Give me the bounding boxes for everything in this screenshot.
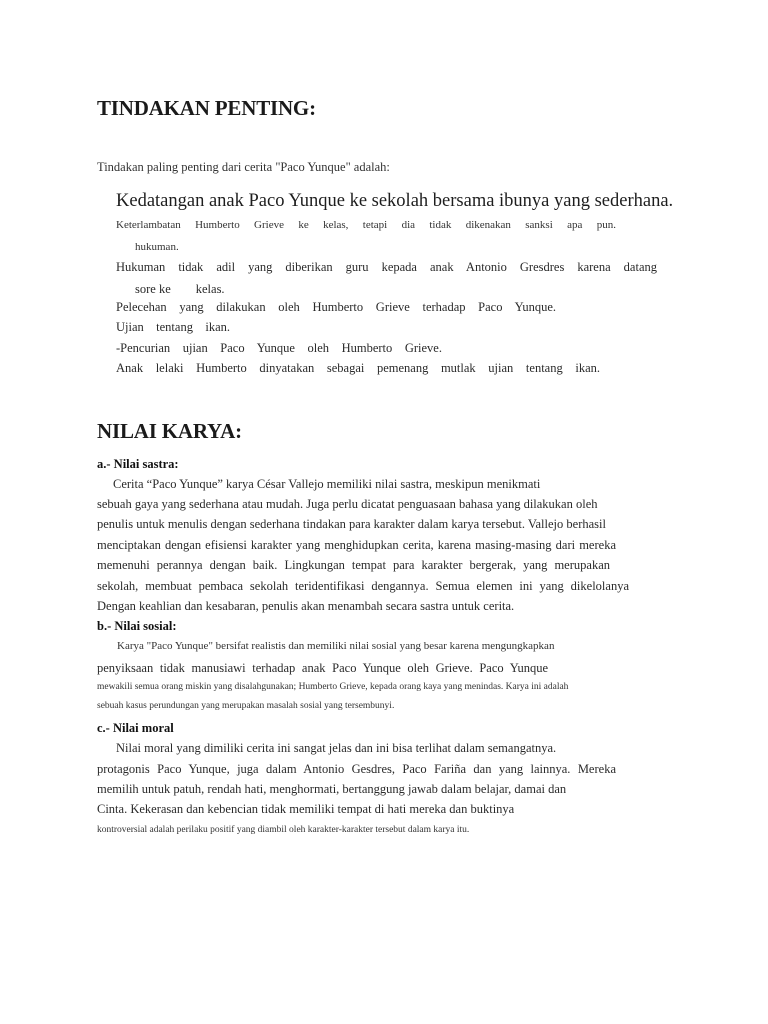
section-title-important: TINDAKAN PENTING:: [97, 96, 316, 120]
list-item: Anak lelaki Humberto dinyatakan sebagai pemenang mutlak ujian tentang ikan.: [116, 361, 600, 375]
paragraph-line: Cinta. Kekerasan dan kebencian tidak memiliki tempat di hati mereka dan buktinya: [97, 802, 515, 816]
subheading-moral: c.- Nilai moral: [97, 721, 174, 735]
paragraph-line: penulis untuk menulis dengan sederhana tindakan para karakter dalam karya tersebut. Vallejo berhasil: [97, 517, 606, 531]
list-item: -Pencurian ujian Paco Yunque oleh Humberto Grieve.: [116, 341, 442, 355]
paragraph-line: menciptakan dengan efisiensi karakter yang menghidupkan cerita, karena masing-masing dari mereka: [97, 538, 616, 552]
paragraph-line: memenuhi perannya dengan baik. Lingkungan tempat para karakter bergerak, yang merupakan: [97, 558, 610, 572]
paragraph-line: sekolah, membuat pembaca sekolah teridentifikasi dengannya. Semua elemen ini yang dikelolanya: [97, 579, 629, 593]
paragraph-line: Cerita “Paco Yunque” karya César Vallejo memiliki nilai sastra, meskipun menikmati: [113, 477, 541, 491]
list-item: Ujian tentang ikan.: [116, 320, 230, 334]
paragraph-line: protagonis Paco Yunque, juga dalam Antonio Gesdres, Paco Fariña dan yang lainnya. Mereka: [97, 762, 616, 776]
subheading-literary: a.- Nilai sastra:: [97, 457, 179, 471]
section-title-value: NILAI KARYA:: [97, 419, 242, 443]
paragraph-line: penyiksaan tidak manusiawi terhadap anak Paco Yunque oleh Grieve. Paco Yunque: [97, 661, 548, 675]
paragraph-line: sebuah kasus perundungan yang merupakan masalah sosial yang tersembunyi.: [97, 701, 395, 711]
subheading-social: b.- Nilai sosial:: [97, 619, 177, 633]
paragraph-line: Nilai moral yang dimiliki cerita ini sangat jelas dan ini bisa terlihat dalam semangatnya.: [116, 741, 557, 755]
paragraph-line: Karya "Paco Yunque" bersifat realistis dan memiliki nilai sosial yang besar karena mengungkapkan: [117, 640, 555, 652]
paragraph-line: mewakili semua orang miskin yang disalahgunakan; Humberto Grieve, kepada orang kaya yang menindas. Karya ini adalah: [97, 682, 569, 692]
paragraph-line: Dengan keahlian dan kesabaran, penulis akan menambah secara sastra untuk cerita.: [97, 599, 515, 613]
list-item: Keterlambatan Humberto Grieve ke kelas, tetapi dia tidak dikenakan sanksi apa pun.: [116, 219, 616, 231]
list-item: Hukuman tidak adil yang diberikan guru kepada anak Antonio Gresdres karena datang: [116, 260, 657, 274]
paragraph-line: sebuah gaya yang sederhana atau mudah. Juga perlu dicatat penguasaan bahasa yang dilakukan oleh: [97, 497, 598, 511]
list-item: Pelecehan yang dilakukan oleh Humberto Grieve terhadap Paco Yunque.: [116, 300, 556, 314]
headline-action: Kedatangan anak Paco Yunque ke sekolah bersama ibunya yang sederhana.: [116, 191, 674, 211]
paragraph-line: kontroversial adalah perilaku positif yang diambil oleh karakter-karakter tersebut dalam karya itu.: [97, 825, 470, 835]
intro-text: Tindakan paling penting dari cerita "Paco Yunque" adalah:: [97, 160, 390, 174]
list-item: sore ke kelas.: [135, 282, 225, 296]
paragraph-line: memilih untuk patuh, rendah hati, menghormati, bertanggung jawab dalam belajar, damai dan: [97, 782, 567, 796]
list-item: hukuman.: [135, 241, 179, 253]
